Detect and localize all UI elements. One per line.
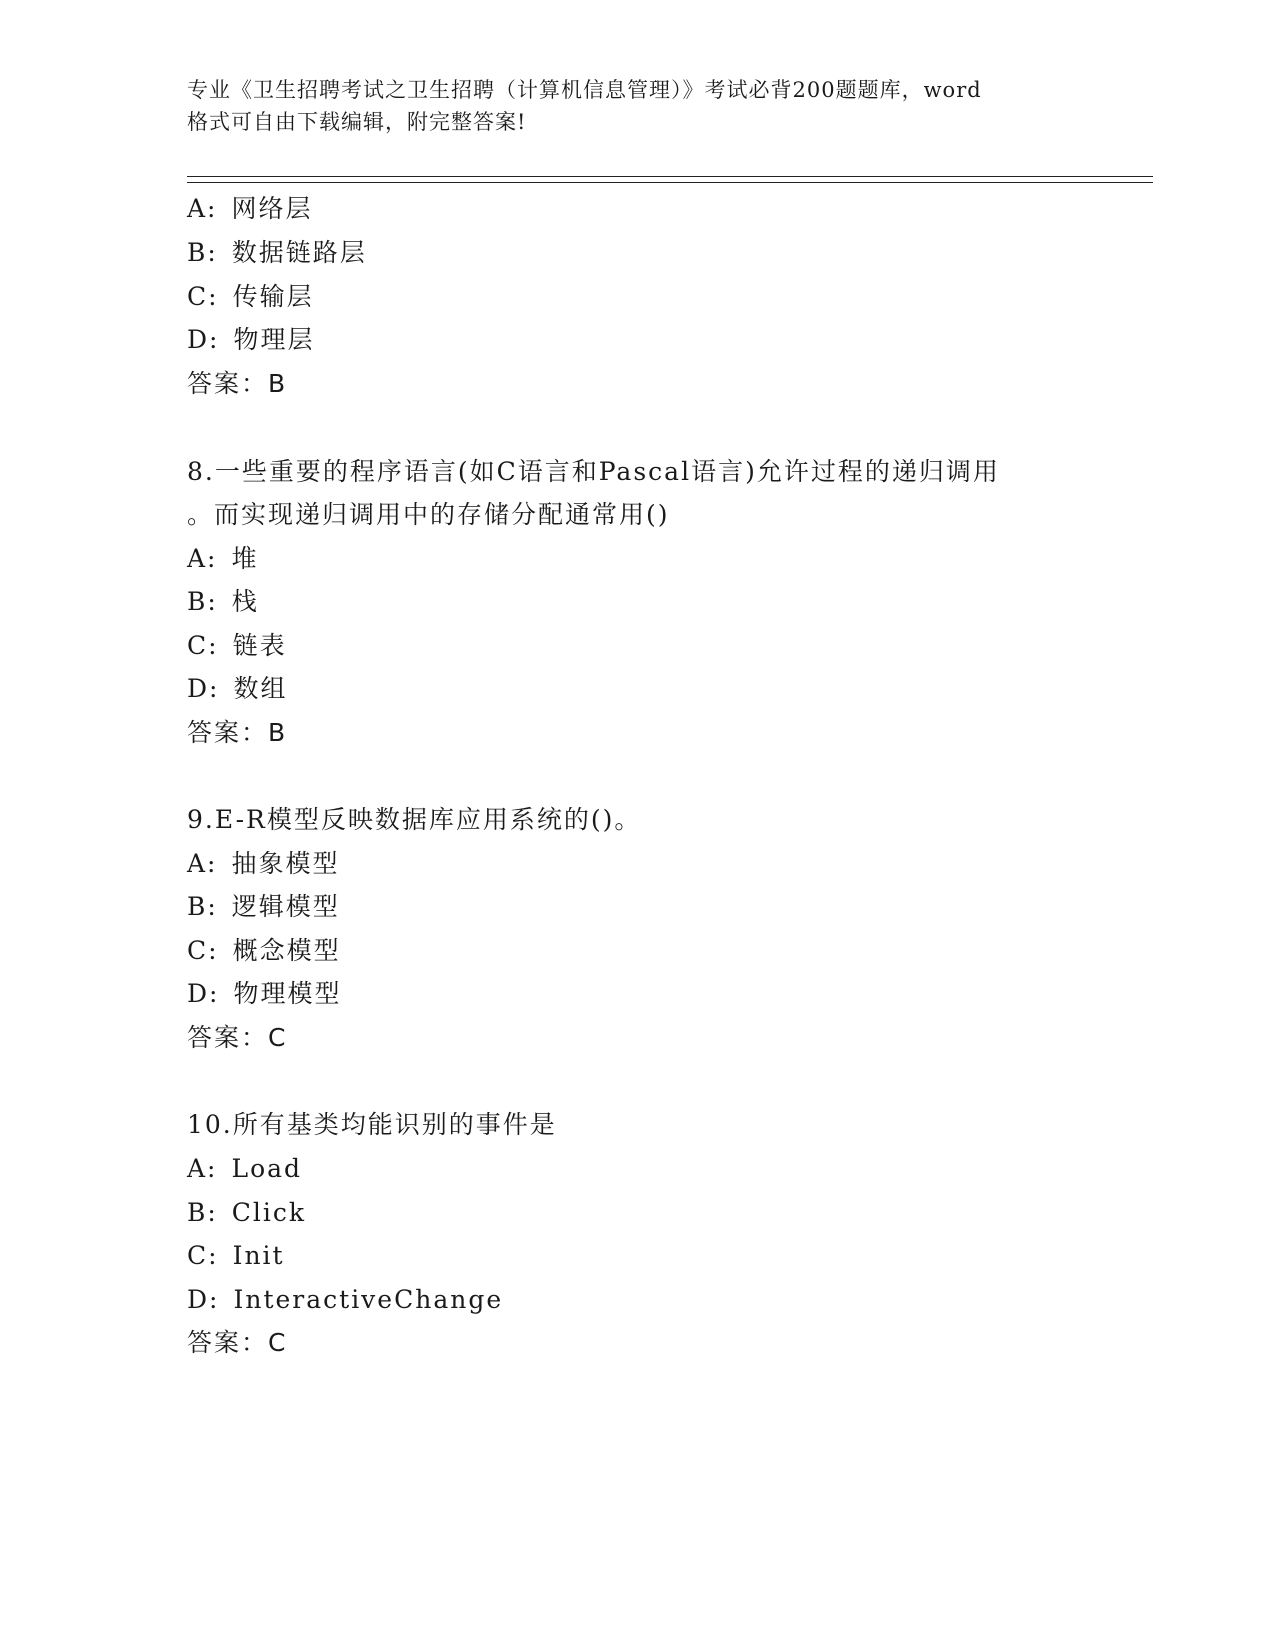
option-text: 逻辑模型	[231, 892, 340, 921]
option-text: 传输层	[232, 282, 314, 311]
q10-answer: 答案：C	[187, 1328, 288, 1357]
option-letter: C:	[187, 282, 219, 311]
option-letter: D:	[187, 325, 220, 354]
q9-answer: 答案：C	[187, 1023, 288, 1052]
option-letter: A:	[187, 1154, 218, 1183]
q10-option-c	[187, 1240, 285, 1272]
option-text: Init	[232, 1241, 285, 1270]
option-text: Load	[231, 1154, 303, 1183]
q8-option-d	[187, 673, 287, 705]
q8-stem-line-2: 。而实现递归调用中的存储分配通常用()	[187, 500, 670, 529]
header-divider-bottom	[187, 182, 1153, 183]
option-text: 物理层	[233, 325, 315, 354]
q8-answer: 答案：B	[187, 718, 288, 747]
q10-option-b	[187, 1197, 306, 1229]
q9-option-d	[187, 978, 341, 1010]
option-letter: B:	[187, 238, 218, 267]
option-text: InteractiveChange	[233, 1285, 504, 1314]
q8-option-a	[187, 543, 259, 575]
option-text: 栈	[231, 587, 259, 616]
option-text: 物理模型	[233, 979, 342, 1008]
q7-answer: 答案：B	[187, 369, 288, 398]
option-text: 数组	[233, 674, 288, 703]
q10-stem: 10.所有基类均能识别的事件是	[187, 1110, 557, 1139]
header-line-1: 专业《卫生招聘考试之卫生招聘（计算机信息管理）》考试必背200题题库，word	[187, 78, 982, 102]
option-text: 网络层	[231, 194, 313, 223]
q7-option-d	[187, 324, 314, 356]
option-text: 链表	[232, 631, 287, 660]
option-letter: B:	[187, 892, 218, 921]
option-letter: A:	[187, 544, 218, 573]
q7-option-c	[187, 281, 314, 313]
q9-stem: 9.E-R模型反映数据库应用系统的()。	[187, 805, 642, 834]
q7-option-b	[187, 237, 367, 269]
option-letter: C:	[187, 936, 219, 965]
option-letter: A:	[187, 849, 218, 878]
option-letter: A:	[187, 194, 218, 223]
q9-option-a	[187, 848, 340, 880]
header-line-2: 格式可自由下载编辑，附完整答案!	[187, 110, 527, 134]
q9-option-b	[187, 891, 340, 923]
option-letter: B:	[187, 587, 218, 616]
q10-option-a	[187, 1153, 302, 1185]
option-letter: B:	[187, 1198, 218, 1227]
option-text: 堆	[231, 544, 259, 573]
q10-option-d	[187, 1284, 503, 1316]
q9-option-c	[187, 935, 341, 967]
option-letter: C:	[187, 631, 219, 660]
q7-option-a	[187, 193, 313, 225]
option-text: 概念模型	[232, 936, 341, 965]
option-letter: D:	[187, 674, 220, 703]
option-letter: C:	[187, 1241, 219, 1270]
q8-stem-line-1: 8.一些重要的程序语言(如C语言和Pascal语言)允许过程的递归调用	[187, 457, 1000, 486]
document-header	[187, 74, 1087, 138]
option-text: 抽象模型	[231, 849, 340, 878]
option-letter: D:	[187, 979, 220, 1008]
header-divider-top	[187, 176, 1153, 177]
q8-option-b	[187, 586, 259, 618]
option-text: Click	[231, 1198, 307, 1227]
option-letter: D:	[187, 1285, 220, 1314]
q8-option-c	[187, 630, 287, 662]
option-text: 数据链路层	[231, 238, 367, 267]
